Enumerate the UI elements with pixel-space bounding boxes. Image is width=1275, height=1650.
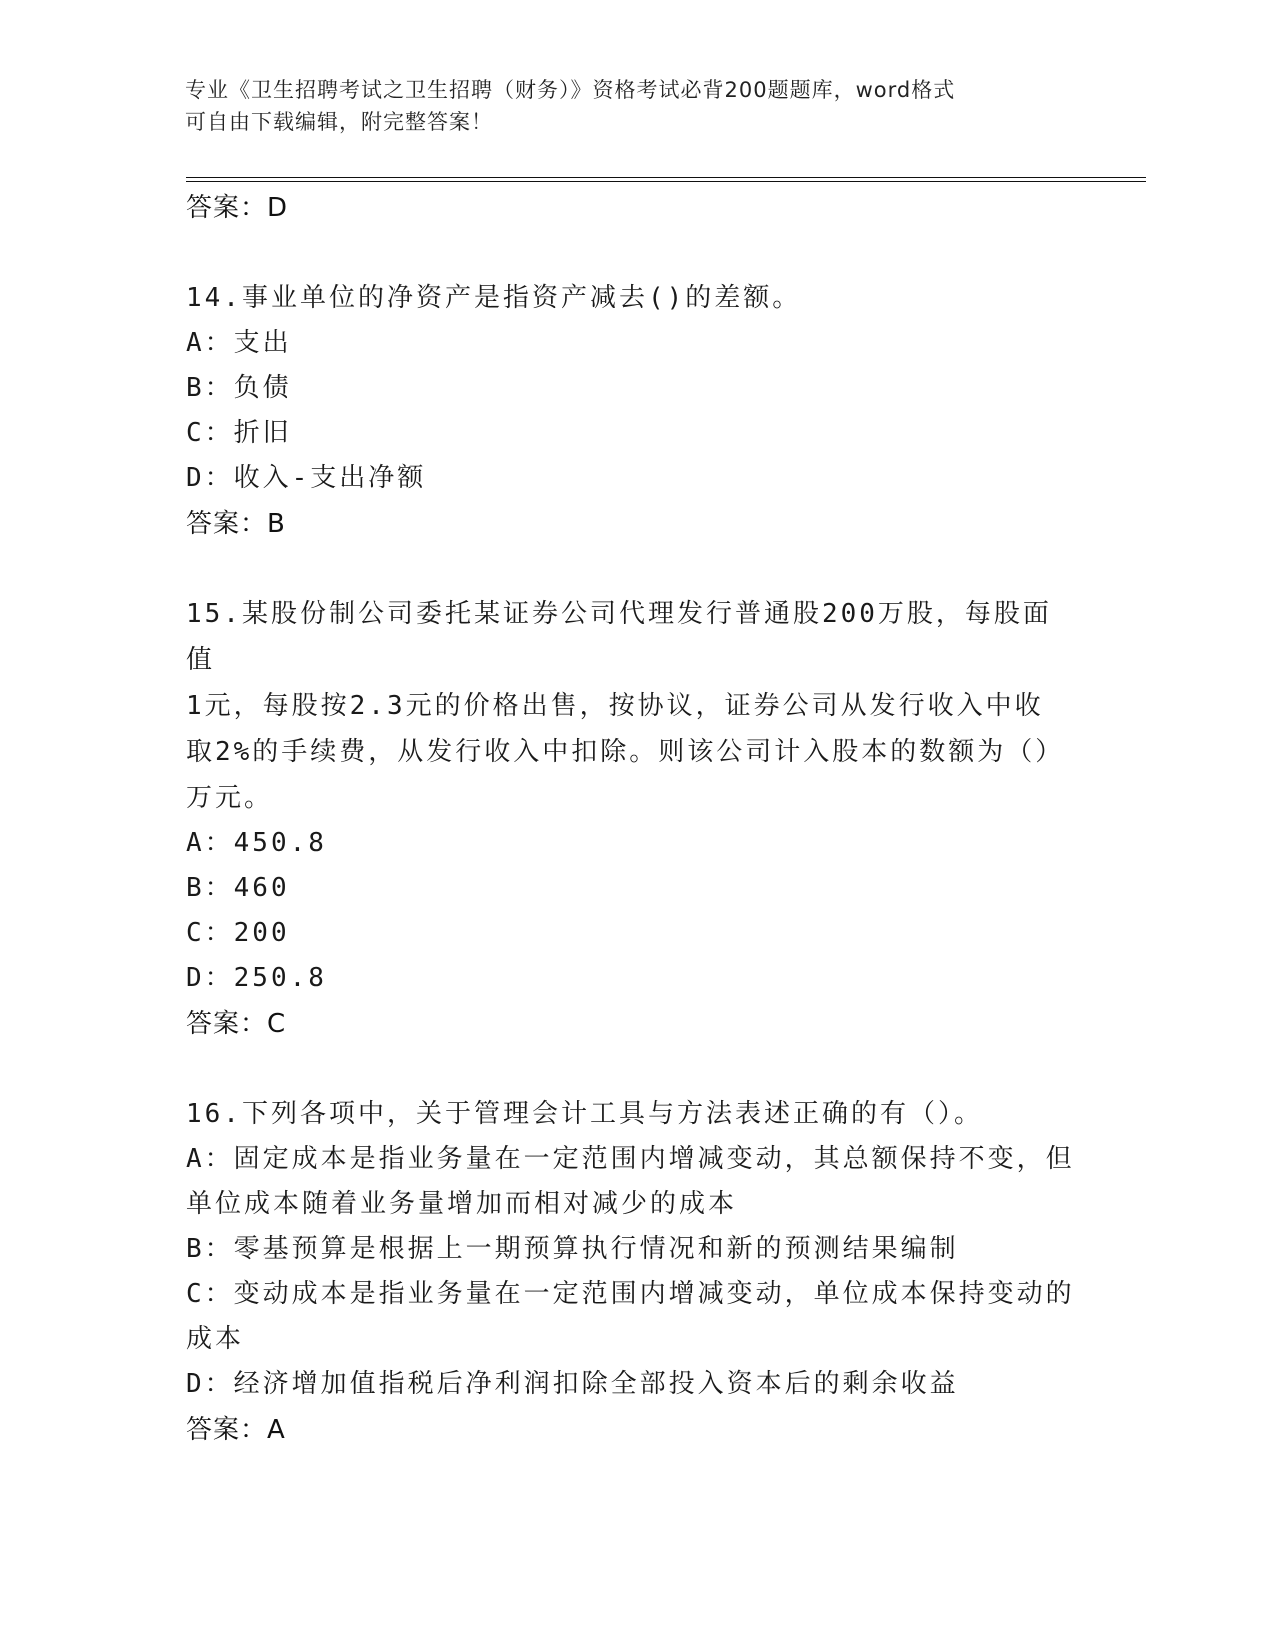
option-a: A：450.8	[186, 828, 327, 858]
answer-value: C	[267, 1009, 287, 1039]
question-text-line: 1元，每股按2.3元的价格出售，按协议，证券公司从发行收入中收	[186, 691, 1044, 721]
document-header	[185, 74, 1065, 138]
answer-label: 答案：	[186, 1009, 268, 1039]
header-line-2: 可自由下载编辑，附完整答案！	[185, 110, 493, 134]
answer-line	[186, 1407, 1076, 1453]
question-text-line: 万元。	[186, 783, 274, 813]
question-block	[186, 591, 1076, 1047]
header-line-1: 专业《卫生招聘考试之卫生招聘（财务）》资格考试必背200题题库，word格式	[185, 78, 956, 102]
answer-value: B	[267, 509, 286, 539]
option-d: D：收入-支出净额	[186, 463, 427, 493]
option-d: D：250.8	[186, 963, 327, 993]
option-c: C：200	[186, 918, 290, 948]
question-text-line: 15.某股份制公司委托某证券公司代理发行普通股200万股，每股面值	[186, 599, 1052, 675]
answer-label: 答案：	[186, 1415, 268, 1445]
spacer	[186, 231, 1076, 275]
header-rule-top	[186, 177, 1146, 178]
option-d: D：经济增加值指税后净利润扣除全部投入资本后的剩余收益	[186, 1369, 959, 1399]
question-text-line: 16.下列各项中，关于管理会计工具与方法表述正确的有（）。	[186, 1099, 983, 1129]
option-b: B：460	[186, 873, 290, 903]
option-c: C：折旧	[186, 418, 292, 448]
option-c: C：变动成本是指业务量在一定范围内增减变动，单位成本保持变动的	[186, 1279, 1075, 1309]
question-text-line: 14.事业单位的净资产是指资产减去()的差额。	[186, 283, 802, 313]
answer-line	[186, 185, 1076, 231]
question-list	[186, 185, 1076, 1453]
question-text-line: 取2%的手续费，从发行收入中扣除。则该公司计入股本的数额为（）	[186, 737, 1065, 767]
answer-value: D	[267, 193, 289, 223]
spacer	[186, 547, 1076, 591]
answer-value: A	[267, 1415, 286, 1445]
option-c-continued: 成本	[186, 1324, 245, 1354]
answer-label: 答案：	[186, 509, 268, 539]
option-b: B：负债	[186, 373, 292, 403]
answer-line	[186, 501, 1076, 547]
question-block	[186, 275, 1076, 547]
spacer	[186, 1047, 1076, 1091]
header-rule-bottom	[186, 181, 1146, 182]
option-b: B：零基预算是根据上一期预算执行情况和新的预测结果编制	[186, 1234, 959, 1264]
question-block	[186, 1091, 1076, 1453]
answer-line	[186, 1001, 1076, 1047]
option-a-continued: 单位成本随着业务量增加而相对减少的成本	[186, 1189, 738, 1219]
answer-label: 答案：	[186, 193, 268, 223]
option-a: A：支出	[186, 328, 292, 358]
option-a: A：固定成本是指业务量在一定范围内增减变动，其总额保持不变，但	[186, 1144, 1075, 1174]
